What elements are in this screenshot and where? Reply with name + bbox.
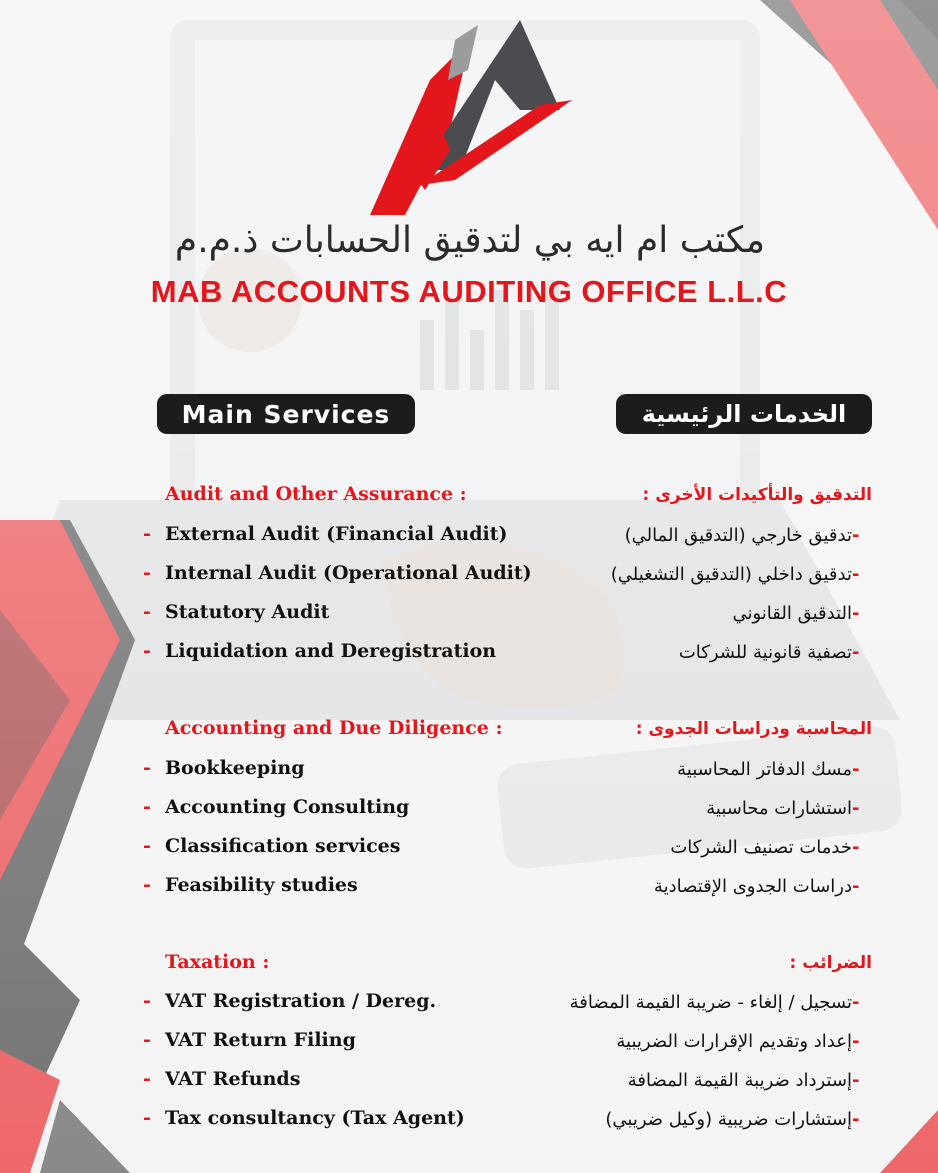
list-item: - Internal Audit (Operational Audit) [143,562,532,584]
list-item: - Feasibility studies [143,874,358,896]
section-heading-accounting: Accounting and Due Diligence : [165,717,503,739]
main-services-heading-en: Main Services [157,394,415,434]
company-name-english: MAB ACCOUNTS AUDITING OFFICE L.L.C [150,274,788,309]
section-heading-taxation: Taxation : [165,951,270,973]
list-item: - VAT Registration / Dereg. [143,990,437,1012]
list-item: - External Audit (Financial Audit) [143,523,508,545]
list-item: -تسجيل / إلغاء - ضريبة القيمة المضافة [569,992,860,1013]
company-name-arabic: مكتب ام ايه بي لتدقيق الحسابات ذ.م.م [174,220,766,261]
list-item: - Accounting Consulting [143,796,410,818]
list-item: -إسترداد ضريبة القيمة المضافة [627,1070,860,1091]
list-item: -إعداد وتقديم الإقرارات الضريبية [616,1031,860,1052]
section-heading-audit-ar: التدقيق والتأكيدات الأخرى : [642,485,872,505]
section-heading-audit: Audit and Other Assurance : [165,483,467,505]
list-item: - VAT Refunds [143,1068,301,1090]
list-item: - Tax consultancy (Tax Agent) [143,1107,465,1129]
list-item: - Classification services [143,835,401,857]
list-item: -مسك الدفاتر المحاسبية [677,759,860,780]
list-item: -استشارات محاسبية [706,798,860,819]
list-item: - Liquidation and Deregistration [143,640,497,662]
services-list-arabic [472,0,872,1173]
list-item: -تدقيق داخلي (التدقيق التشغيلي) [610,564,860,585]
main-services-heading-ar: الخدمات الرئيسية [616,394,872,434]
list-item: -تدقيق خارجي (التدقيق المالي) [624,525,860,546]
section-heading-taxation-ar: الضرائب : [789,953,872,973]
list-item: -التدقيق القانوني [732,603,860,624]
list-item: - Bookkeeping [143,757,305,779]
section-heading-accounting-ar: المحاسبة ودراسات الجدوى : [635,719,872,739]
list-item: - Statutory Audit [143,601,330,623]
list-item: -تصفية قانونية للشركات [678,642,860,663]
list-item: -إستشارات ضريبية (وكيل ضريبي) [605,1109,860,1130]
list-item: -خدمات تصنيف الشركات [670,837,860,858]
list-item: -دراسات الجدوى الإقتصادية [653,876,860,897]
list-item: - VAT Return Filing [143,1029,356,1051]
